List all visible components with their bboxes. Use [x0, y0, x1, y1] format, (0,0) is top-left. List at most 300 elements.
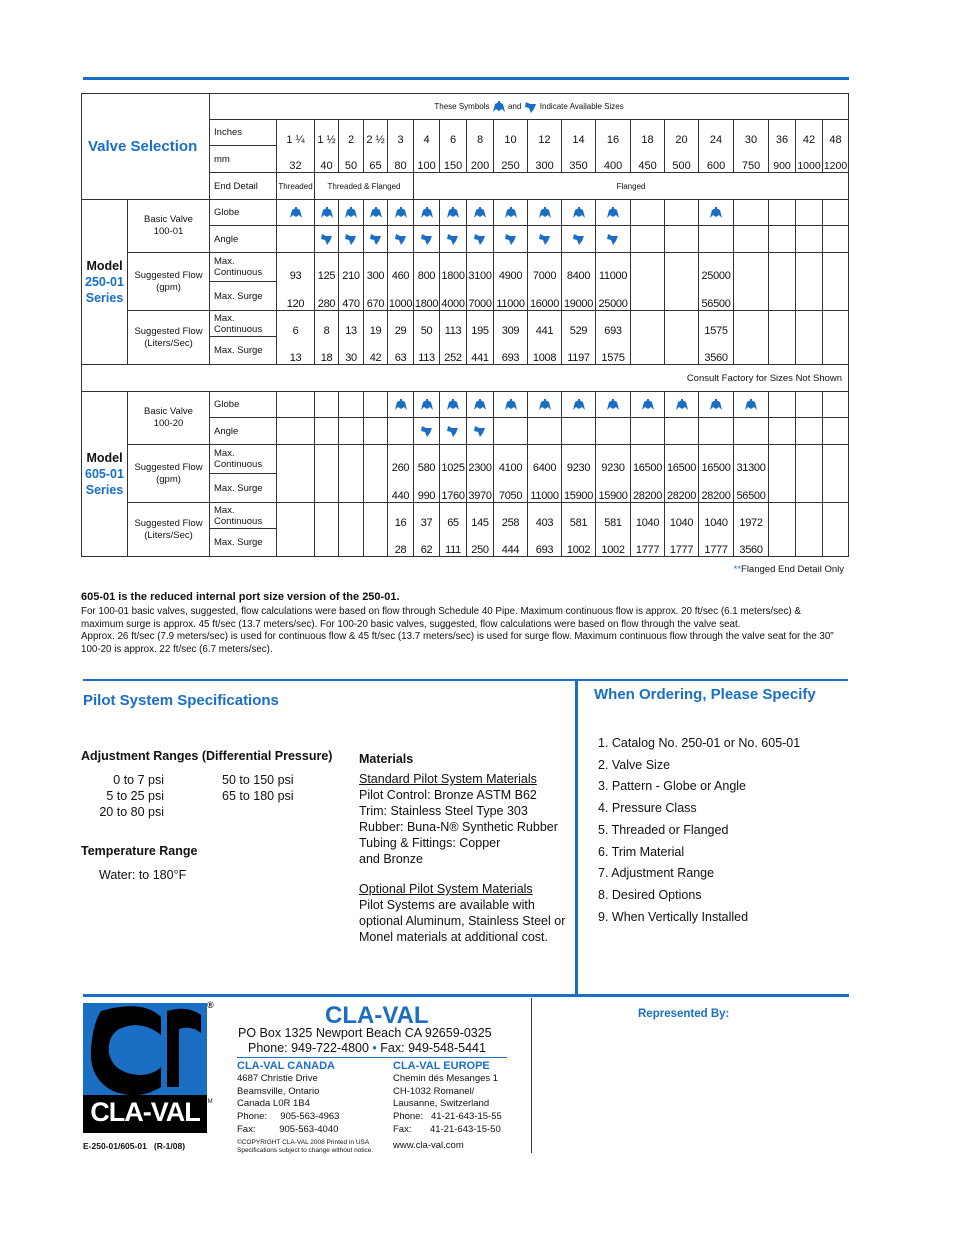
flow-value: 6400 [528, 445, 562, 474]
flow-value [769, 529, 796, 557]
globe-valve-icon [709, 207, 723, 219]
globe-availability-cell [665, 200, 699, 226]
brand-name: CLA-VAL [325, 1002, 429, 1029]
list-line: 65 to 180 psi [222, 789, 294, 803]
flow-value: 195 [467, 311, 494, 337]
globe-availability-cell [414, 392, 440, 418]
optional-materials-list [359, 897, 574, 945]
row-label-gpm_cont: Max. Continuous [210, 445, 277, 474]
angle-availability-cell [734, 418, 769, 445]
top-rule [83, 77, 849, 80]
trademark: TM [204, 1099, 213, 1105]
globe-availability-cell [364, 392, 388, 418]
angle-valve-icon [420, 425, 434, 437]
flow-value: 1197 [562, 337, 596, 365]
size-inches: 10 [494, 120, 528, 146]
flow-value [823, 445, 849, 474]
flow-value: 16 [388, 503, 414, 529]
globe-availability-cell [699, 392, 734, 418]
flow-value [315, 445, 339, 474]
angle-availability-cell [414, 418, 440, 445]
flow-value: 11000 [596, 253, 631, 282]
flow-value: 93 [277, 253, 315, 282]
globe-valve-icon [606, 399, 620, 411]
size-mm: 750 [734, 146, 769, 173]
materials-heading: Materials [359, 752, 414, 766]
flow-value: 1800 [440, 253, 467, 282]
list-line: Phone: 41-21-643-15-55 [393, 1111, 502, 1123]
flow-value: 1972 [734, 503, 769, 529]
row-label-end-detail: End Detail [210, 173, 277, 200]
angle-valve-icon [504, 233, 518, 245]
size-mm: 250 [494, 146, 528, 173]
globe-valve-icon [504, 207, 518, 219]
temperature-value: Water: to 180°F [99, 868, 187, 882]
angle-availability-cell [440, 418, 467, 445]
flow-value: 693 [528, 529, 562, 557]
size-inches: 4 [414, 120, 440, 146]
globe-availability-cell [699, 200, 734, 226]
flow-value [277, 529, 315, 557]
angle-availability-cell [769, 418, 796, 445]
basic-valve-label: Basic Valve 100-01 [128, 200, 210, 253]
flow-value: 2300 [467, 445, 494, 474]
flow-value: 1002 [562, 529, 596, 557]
row-label-globe: Globe [210, 392, 277, 418]
model-word: Model [86, 259, 123, 273]
list-line: CH-1032 Romanel/ [393, 1085, 475, 1097]
flow-value [364, 474, 388, 503]
size-inches: 12 [528, 120, 562, 146]
angle-valve-icon [446, 425, 460, 437]
flow-value [823, 311, 849, 337]
fax: Fax: 949-548-5441 [380, 1041, 486, 1055]
angle-valve-icon [473, 233, 487, 245]
list-line: Tubing & Fittings: Copper [359, 836, 501, 850]
size-mm: 150 [440, 146, 467, 173]
flow-value: 29 [388, 311, 414, 337]
angle-availability-cell [823, 226, 849, 253]
canada-block [237, 1060, 387, 1155]
angle-availability-cell [414, 226, 440, 253]
globe-valve-icon [446, 207, 460, 219]
size-mm: 500 [665, 146, 699, 173]
angle-availability-cell [734, 226, 769, 253]
globe-availability-cell [528, 200, 562, 226]
list-line: Canada L0R 1B4 [237, 1098, 310, 1110]
europe-title: CLA-VAL EUROPE [393, 1060, 490, 1072]
globe-valve-icon [394, 399, 408, 411]
flow-value: 1040 [665, 503, 699, 529]
size-mm: 450 [631, 146, 665, 173]
angle-availability-cell [769, 226, 796, 253]
globe-valve-icon [606, 207, 620, 219]
angle-valve-icon [320, 233, 334, 245]
globe-availability-cell [734, 200, 769, 226]
flow-value: 9230 [562, 445, 596, 474]
size-mm: 400 [596, 146, 631, 173]
globe-availability-cell [631, 200, 665, 226]
flow-gpm-label: Suggested Flow (gpm) [128, 445, 210, 503]
size-mm: 1200 [823, 146, 849, 173]
angle-availability-cell [339, 418, 364, 445]
flow-value: 800 [414, 253, 440, 282]
column-divider [575, 679, 578, 997]
flow-value: 210 [339, 253, 364, 282]
row-label-globe: Globe [210, 200, 277, 226]
flow-value: 16500 [699, 445, 734, 474]
list-line: Pilot Control: Bronze ASTM B62 [359, 788, 537, 802]
flow-value: 28 [388, 529, 414, 557]
flow-value: 441 [467, 337, 494, 365]
consult-note: Consult Factory for Sizes Not Shown [82, 365, 849, 392]
globe-availability-cell [631, 392, 665, 418]
angle-availability-cell [467, 226, 494, 253]
notes-block [81, 591, 846, 656]
canada-lines [237, 1073, 387, 1137]
globe-valve-icon [641, 399, 655, 411]
globe-availability-cell [596, 392, 631, 418]
list-line: Fax: 41-21-643-15-50 [393, 1123, 501, 1135]
size-mm: 40 [315, 146, 339, 173]
globe-availability-cell [388, 200, 414, 226]
ordering-title: When Ordering, Please Specify [594, 686, 816, 703]
size-mm: 1000 [796, 146, 823, 173]
flow-value: 56500 [734, 474, 769, 503]
angle-availability-cell [277, 226, 315, 253]
flow-value [631, 253, 665, 282]
globe-availability-cell [467, 392, 494, 418]
caption-mid: and [507, 101, 522, 111]
angle-availability-cell [494, 418, 528, 445]
size-mm: 900 [769, 146, 796, 173]
angle-availability-cell [631, 226, 665, 253]
globe-availability-cell [769, 392, 796, 418]
flow-value: 693 [596, 311, 631, 337]
table-title: Valve Selection [82, 94, 210, 200]
angle-availability-cell [388, 226, 414, 253]
angle-availability-cell [528, 226, 562, 253]
materials-block [359, 751, 574, 945]
flow-value [823, 529, 849, 557]
flow-value: 670 [364, 282, 388, 311]
angle-availability-cell [315, 226, 339, 253]
model-label [82, 200, 128, 365]
angle-availability-cell [699, 226, 734, 253]
flow-value: 113 [440, 311, 467, 337]
model-number: 250-01 [85, 275, 124, 289]
flow-value: 65 [440, 503, 467, 529]
flow-value: 7000 [528, 253, 562, 282]
angle-availability-cell [467, 418, 494, 445]
flow-value: 13 [277, 337, 315, 365]
angle-availability-cell [823, 418, 849, 445]
flow-value: 440 [388, 474, 414, 503]
symbols-caption [210, 94, 849, 120]
flow-value: 28200 [699, 474, 734, 503]
flow-value: 16500 [665, 445, 699, 474]
flow-value: 30 [339, 337, 364, 365]
flow-value: 441 [528, 311, 562, 337]
size-inches: 36 [769, 120, 796, 146]
caption-pre: These Symbols [434, 101, 490, 111]
size-inches: 48 [823, 120, 849, 146]
series-word: Series [85, 483, 124, 497]
flow-value [769, 282, 796, 311]
flow-value: 111 [440, 529, 467, 557]
globe-availability-cell [414, 200, 440, 226]
flow-value: 581 [562, 503, 596, 529]
footnote-mark: ** [733, 564, 742, 575]
flow-value [769, 503, 796, 529]
flow-value: 7050 [494, 474, 528, 503]
size-inches: 30 [734, 120, 769, 146]
list-line: Fax: 905-563-4040 [237, 1123, 339, 1135]
size-mm: 80 [388, 146, 414, 173]
angle-availability-cell [562, 418, 596, 445]
globe-availability-cell [562, 200, 596, 226]
flow-value [339, 529, 364, 557]
flow-value [796, 337, 823, 365]
row-label-gpm_surge: Max. Surge [210, 474, 277, 503]
logo-wordmark: CLA-VAL [90, 1097, 200, 1127]
list-line: 0 to 7 psi [113, 773, 164, 787]
globe-valve-icon [473, 399, 487, 411]
flow-value: 56500 [699, 282, 734, 311]
size-mm: 50 [339, 146, 364, 173]
end-threaded: Threaded [277, 173, 315, 200]
flow-value: 1008 [528, 337, 562, 365]
flow-value [277, 503, 315, 529]
size-inches: 2 ½ [364, 120, 388, 146]
globe-valve-icon [675, 399, 689, 411]
flow-value: 1040 [699, 503, 734, 529]
flow-value [364, 503, 388, 529]
flow-value: 580 [414, 445, 440, 474]
flow-value: 62 [414, 529, 440, 557]
angle-valve-icon [524, 101, 538, 113]
flow-value: 1800 [414, 282, 440, 311]
globe-availability-cell [440, 392, 467, 418]
flow-value: 280 [315, 282, 339, 311]
flow-value: 444 [494, 529, 528, 557]
row-label-inches: Inches [210, 120, 277, 146]
angle-valve-icon [420, 233, 434, 245]
globe-availability-cell [796, 200, 823, 226]
flow-value: 250 [467, 529, 494, 557]
flow-lps-label: Suggested Flow (Liters/Sec) [128, 503, 210, 557]
ranges-right [222, 772, 294, 804]
globe-valve-icon [320, 207, 334, 219]
list-line: 5 to 25 psi [106, 789, 164, 803]
flow-value: 8 [315, 311, 339, 337]
model-label [82, 392, 128, 557]
flow-value [734, 311, 769, 337]
size-mm: 300 [528, 146, 562, 173]
flow-value [823, 253, 849, 282]
flow-value: 1575 [596, 337, 631, 365]
angle-valve-icon [473, 425, 487, 437]
flow-value: 258 [494, 503, 528, 529]
flow-value [665, 253, 699, 282]
angle-availability-cell [364, 418, 388, 445]
globe-valve-icon [473, 207, 487, 219]
flow-value [315, 529, 339, 557]
globe-valve-icon [492, 101, 506, 113]
flow-value: 13 [339, 311, 364, 337]
flow-gpm-label: Suggested Flow (gpm) [128, 253, 210, 311]
flow-value: 25000 [596, 282, 631, 311]
caption-post: Indicate Available Sizes [539, 101, 624, 111]
flow-value: 113 [414, 337, 440, 365]
row-label-lps_cont: Max. Continuous [210, 311, 277, 337]
row-label-angle: Angle [210, 226, 277, 253]
size-inches: 1 ¼ [277, 120, 315, 146]
flow-value: 11000 [528, 474, 562, 503]
globe-availability-cell [339, 200, 364, 226]
flow-value [631, 311, 665, 337]
size-inches: 18 [631, 120, 665, 146]
flow-value [277, 474, 315, 503]
globe-availability-cell [823, 200, 849, 226]
notes-paragraph-2: Approx. 26 ft/sec (7.9 meters/sec) is used for continuous flow & 45 ft/sec (13.7 meters/sec) is used for surge flow. Maximum continuous flow through the valve seat for the 30" 100-20 is approx. 22 ft/sec (6.7 meters/sec). [81, 631, 834, 655]
flow-value: 15900 [562, 474, 596, 503]
address: PO Box 1325 Newport Beach CA 92659-0325 [238, 1026, 492, 1040]
size-mm: 600 [699, 146, 734, 173]
globe-valve-icon [572, 207, 586, 219]
flow-value [796, 529, 823, 557]
bullet: • [372, 1041, 377, 1055]
flow-value: 309 [494, 311, 528, 337]
list-line: optional Aluminum, Stainless Steel or [359, 914, 566, 928]
size-inches: 8 [467, 120, 494, 146]
flow-value: 4000 [440, 282, 467, 311]
size-inches: 20 [665, 120, 699, 146]
globe-valve-icon [709, 399, 723, 411]
angle-valve-icon [446, 233, 460, 245]
notes-heading: 605-01 is the reduced internal port size version of the 250-01. [81, 591, 400, 603]
size-mm: 100 [414, 146, 440, 173]
globe-availability-cell [277, 392, 315, 418]
flow-value [823, 337, 849, 365]
list-line: Pilot Systems are available with [359, 898, 535, 912]
flow-value: 252 [440, 337, 467, 365]
list-line: and Bronze [359, 852, 423, 866]
angle-valve-icon [606, 233, 620, 245]
globe-availability-cell [769, 200, 796, 226]
globe-availability-cell [665, 392, 699, 418]
flow-value: 693 [494, 337, 528, 365]
flow-value [823, 282, 849, 311]
registered-mark: ® [207, 1000, 214, 1010]
flow-value: 260 [388, 445, 414, 474]
globe-availability-cell [339, 392, 364, 418]
size-mm: 65 [364, 146, 388, 173]
list-line: 3. Pattern - Globe or Angle [598, 779, 747, 794]
angle-availability-cell [796, 418, 823, 445]
flow-value: 31300 [734, 445, 769, 474]
size-mm: 32 [277, 146, 315, 173]
angle-availability-cell [339, 226, 364, 253]
globe-valve-icon [289, 207, 303, 219]
europe-lines [393, 1073, 528, 1137]
flow-value: 581 [596, 503, 631, 529]
flow-value: 3560 [699, 337, 734, 365]
globe-availability-cell [440, 200, 467, 226]
standard-materials-heading: Standard Pilot System Materials [359, 772, 537, 786]
flow-value [364, 445, 388, 474]
flow-value: 300 [364, 253, 388, 282]
flow-value: 1760 [440, 474, 467, 503]
represented-by: Represented By: [638, 1008, 730, 1020]
flow-value: 1040 [631, 503, 665, 529]
phone: Phone: 949-722-4800 [248, 1041, 369, 1055]
list-line: 1. Catalog No. 250-01 or No. 605-01 [598, 736, 801, 750]
globe-availability-cell [364, 200, 388, 226]
flow-value: 42 [364, 337, 388, 365]
angle-availability-cell [440, 226, 467, 253]
globe-valve-icon [538, 399, 552, 411]
row-label-lps_cont: Max. Continuous [210, 503, 277, 529]
angle-availability-cell [562, 226, 596, 253]
globe-valve-icon [572, 399, 586, 411]
globe-availability-cell [494, 200, 528, 226]
flow-value: 3100 [467, 253, 494, 282]
globe-valve-icon [446, 399, 460, 411]
list-line: 4687 Christie Drive [237, 1072, 318, 1084]
flow-value: 3560 [734, 529, 769, 557]
flow-value [769, 445, 796, 474]
flow-value [631, 282, 665, 311]
canada-title: CLA-VAL CANADA [237, 1060, 335, 1072]
model-number: 605-01 [85, 467, 124, 481]
spec-notice: Specifications subject to change without notice. [237, 1146, 374, 1154]
angle-availability-cell [796, 226, 823, 253]
angle-valve-icon [394, 233, 408, 245]
flow-value: 145 [467, 503, 494, 529]
flow-value: 1777 [631, 529, 665, 557]
document-code: E-250-01/605-01 (R-1/08) [83, 1141, 186, 1151]
series-word: Series [85, 291, 124, 305]
flow-value: 37 [414, 503, 440, 529]
globe-availability-cell [388, 392, 414, 418]
end-flanged: Flanged [414, 173, 849, 200]
flow-value [734, 282, 769, 311]
list-line: Trim: Stainless Steel Type 303 [359, 804, 528, 818]
size-inches: 16 [596, 120, 631, 146]
globe-availability-cell [796, 392, 823, 418]
flow-value: 16000 [528, 282, 562, 311]
list-line: 2. Valve Size [598, 757, 671, 772]
flow-value: 4900 [494, 253, 528, 282]
flow-value [339, 445, 364, 474]
flow-value: 19 [364, 311, 388, 337]
flow-value: 1575 [699, 311, 734, 337]
phone-fax [248, 1041, 486, 1055]
flow-value: 63 [388, 337, 414, 365]
globe-valve-icon [504, 399, 518, 411]
angle-availability-cell [494, 226, 528, 253]
flow-value [796, 282, 823, 311]
angle-availability-cell [315, 418, 339, 445]
flow-value: 16500 [631, 445, 665, 474]
flow-value: 28200 [631, 474, 665, 503]
size-inches: 2 [339, 120, 364, 146]
flow-value [796, 474, 823, 503]
globe-availability-cell [315, 392, 339, 418]
flow-value: 120 [277, 282, 315, 311]
flow-value [823, 474, 849, 503]
